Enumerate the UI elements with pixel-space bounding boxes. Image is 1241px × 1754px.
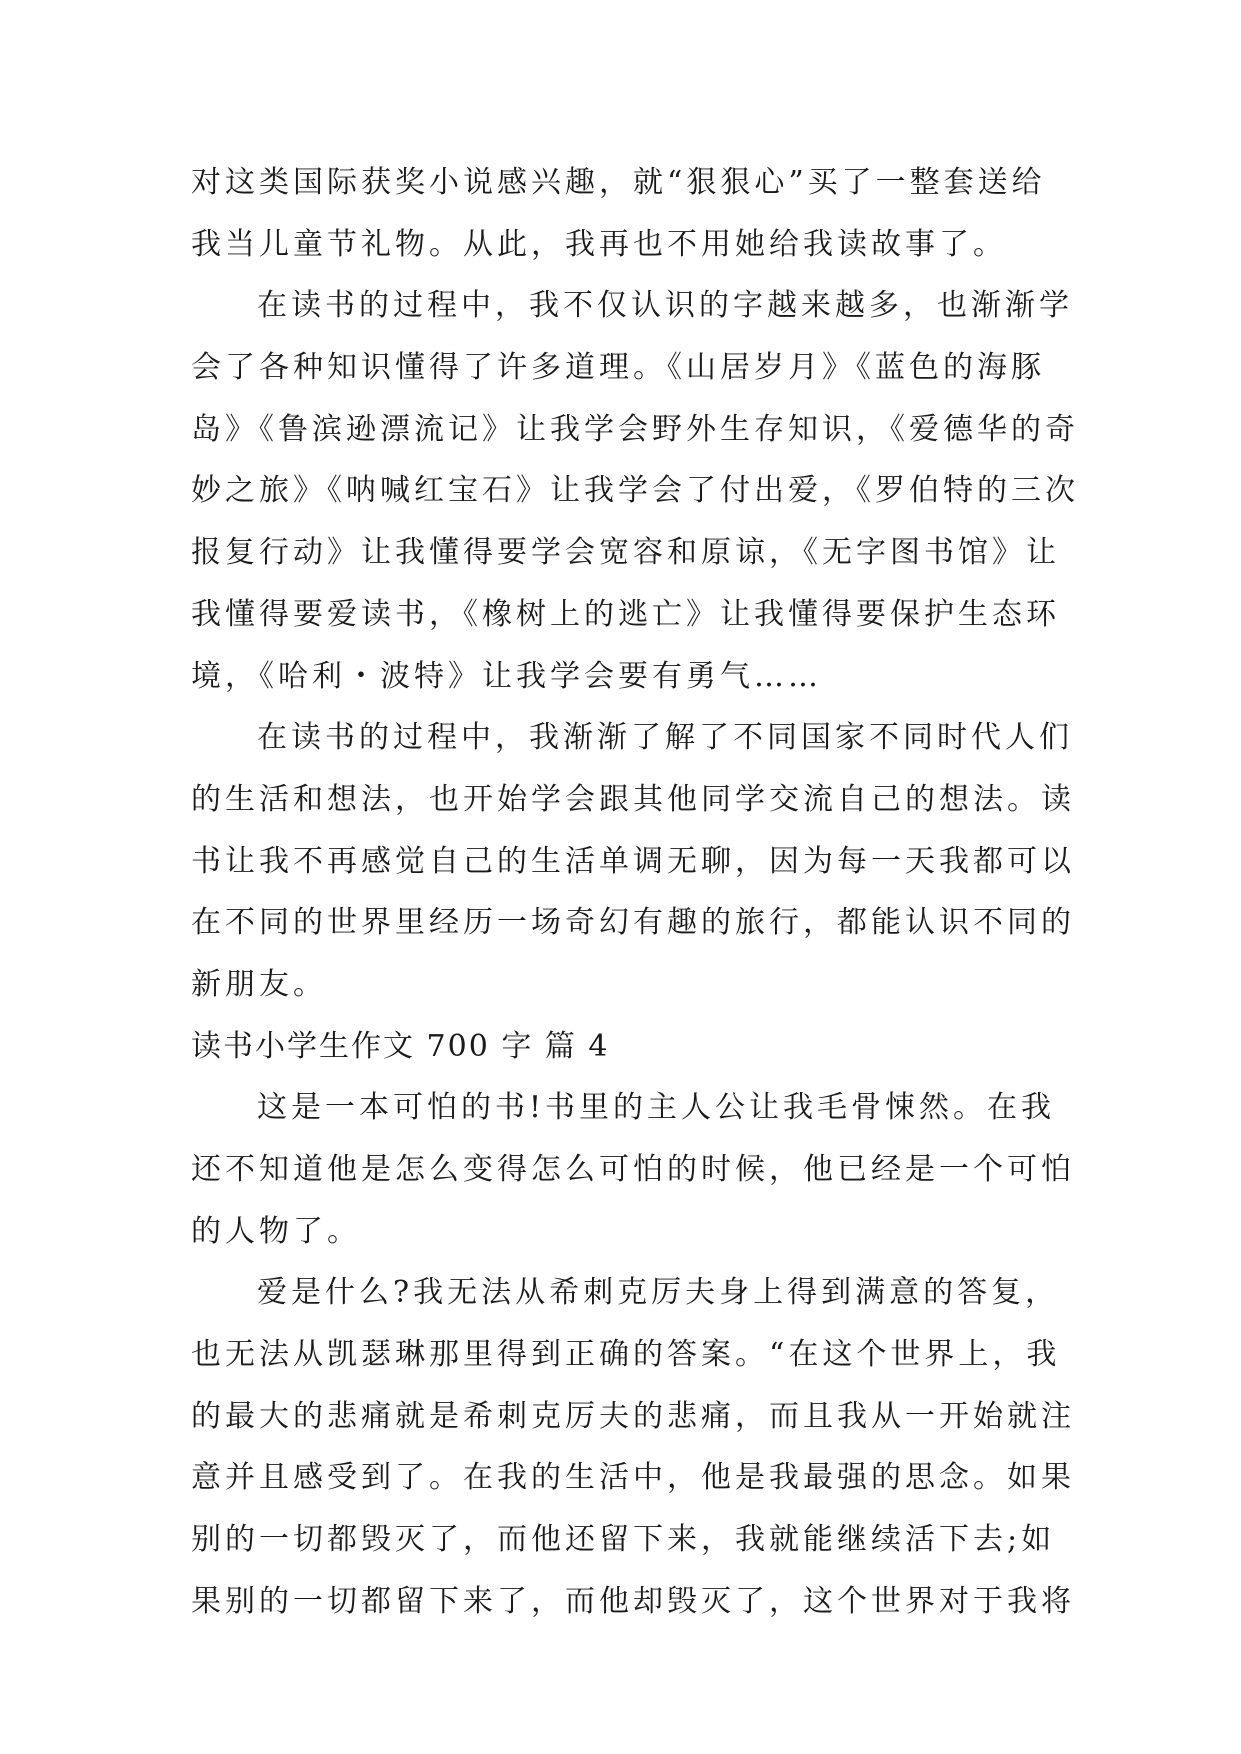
document-body: [191, 152, 1079, 1633]
text-line: 书让我不再感觉自己的生活单调无聊，因为每一天我都可以: [191, 843, 1075, 879]
text-line: 报复行动》让我懂得要学会宽容和原谅，《无字图书馆》让: [191, 535, 1060, 571]
text-line: 在不同的世界里经历一场奇幻有趣的旅行，都能认识不同的: [191, 905, 1075, 941]
text-line: 这是一本可怕的书!书里的主人公让我毛骨悚然。在我: [257, 1090, 1056, 1126]
text-line: 在读书的过程中，我不仅认识的字越来越多，也渐渐学: [257, 288, 1073, 324]
text-line: 我当儿童节礼物。从此，我再也不用她给我读故事了。: [191, 226, 1007, 262]
section-heading: 读书小学生作文 700 字 篇 4: [191, 1028, 610, 1064]
text-line: 的最大的悲痛就是希刺克厉夫的悲痛，而且我从一开始就注: [191, 1398, 1075, 1434]
text-line: 境，《哈利・波特》让我学会要有勇气……: [191, 658, 822, 694]
text-line: 在读书的过程中，我渐渐了解了不同国家不同时代人们: [257, 720, 1073, 756]
text-line: 会了各种知识懂得了许多道理。《山居岁月》《蓝色的海豚: [191, 350, 1045, 386]
text-line: 对这类国际获奖小说感兴趣，就“狠狠心”买了一整套送给: [191, 165, 1046, 200]
text-line: 的人物了。: [191, 1213, 361, 1249]
text-line: 新朋友。: [191, 966, 327, 1002]
text-line: 岛》《鲁滨逊漂流记》让我学会野外生存知识，《爱德华的奇: [191, 411, 1079, 447]
text-line: 意并且感受到了。在我的生活中，他是我最强的思念。如果: [191, 1460, 1075, 1496]
text-line: 妙之旅》《呐喊红宝石》让我学会了付出爱，《罗伯特的三次: [191, 473, 1079, 509]
text-line: 别的一切都毁灭了，而他还留下来，我就能继续活下去;如: [191, 1522, 1056, 1558]
text-line: 也无法从凯瑟琳那里得到正确的答案。“在这个世界上，我: [191, 1337, 1061, 1373]
text-line: 还不知道他是怎么变得怎么可怕的时候，他已经是一个可怕: [191, 1152, 1075, 1187]
text-line: 的生活和想法，也开始学会跟其他同学交流自己的想法。读: [191, 781, 1075, 817]
text-line: 果别的一切都留下来了，而他却毁灭了，这个世界对于我将: [191, 1583, 1075, 1619]
text-line: 我懂得要爱读书，《橡树上的逃亡》让我懂得要保护生态环: [191, 596, 1060, 632]
text-line: 爱是什么?我无法从希刺克厉夫身上得到满意的答复，: [257, 1275, 1060, 1311]
